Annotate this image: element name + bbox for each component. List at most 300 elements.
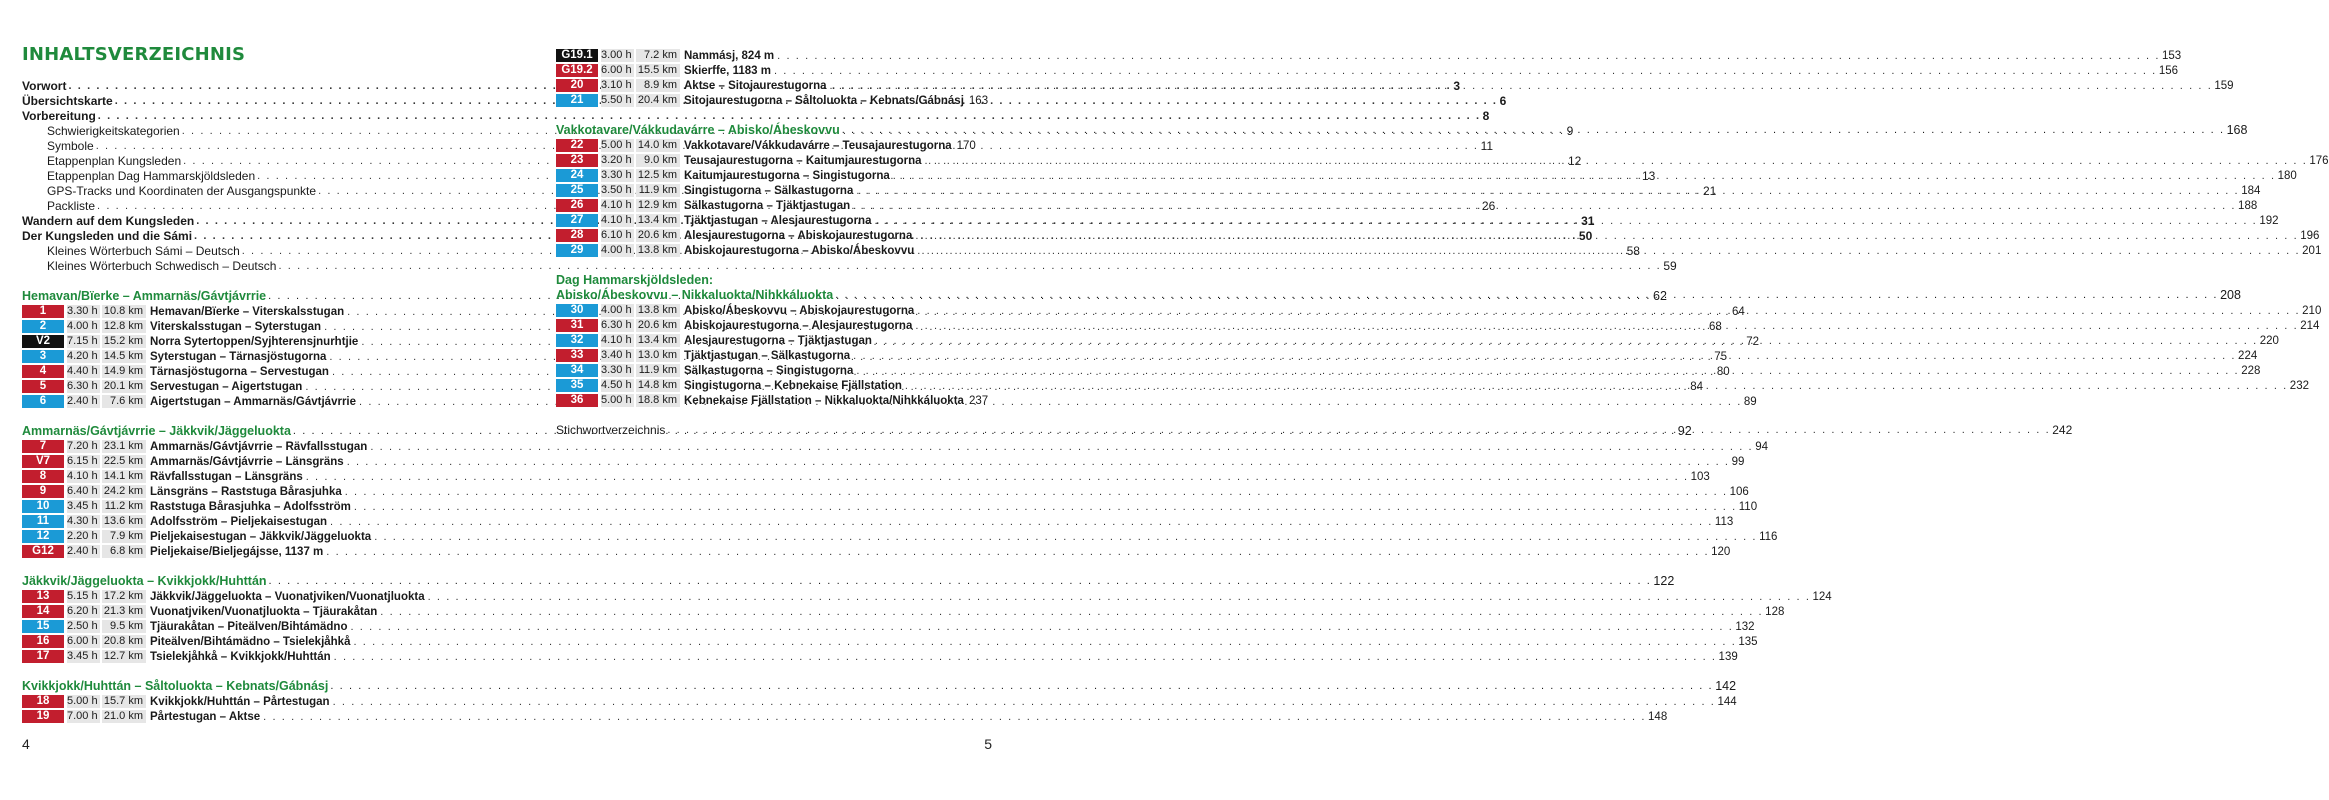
toc-section[interactable] bbox=[22, 679, 1737, 694]
stage-distance: 13.4 km bbox=[636, 214, 680, 227]
stage-duration: 4.10 h bbox=[601, 199, 634, 212]
page-reference: 84 bbox=[1690, 380, 1703, 393]
dot-leader bbox=[856, 185, 2239, 197]
stage-distance: 14.5 km bbox=[102, 350, 146, 363]
stage-duration: 5.15 h bbox=[67, 590, 100, 603]
stage-badge: 33 bbox=[556, 349, 598, 362]
stage-entry[interactable] bbox=[22, 604, 1785, 619]
stage-distance: 7.2 km bbox=[636, 49, 680, 62]
stage-badge: 23 bbox=[556, 154, 598, 167]
page-reference: 31 bbox=[1581, 214, 1595, 228]
stage-badge: 1 bbox=[22, 305, 64, 318]
stage-distance: 15.7 km bbox=[102, 695, 146, 708]
stage-distance: 22.5 km bbox=[102, 455, 146, 468]
stage-distance: 13.8 km bbox=[636, 304, 680, 317]
stage-distance: 20.6 km bbox=[636, 319, 680, 332]
stage-badge: V2 bbox=[22, 335, 64, 348]
stage-distance: 21.3 km bbox=[102, 605, 146, 618]
stage-duration: 4.50 h bbox=[601, 379, 634, 392]
page-reference: 210 bbox=[2302, 304, 2322, 317]
stage-duration: 4.00 h bbox=[67, 320, 100, 333]
stage-badge: 26 bbox=[556, 199, 598, 212]
stage-name: Tärnasjöstugorna – Servestugan bbox=[150, 365, 329, 378]
stage-duration: 4.20 h bbox=[67, 350, 100, 363]
page-reference: 124 bbox=[1812, 590, 1832, 603]
stage-badge: 11 bbox=[22, 515, 64, 528]
entry-label: Jäkkvik/Jäggeluokta – Kvikkjokk/Huhttán bbox=[22, 574, 267, 588]
stage-name: Sälkastugorna – Tjäktjastugan bbox=[684, 199, 851, 212]
stage-distance: 10.8 km bbox=[102, 305, 146, 318]
page-reference: 156 bbox=[2158, 64, 2179, 77]
dot-leader bbox=[774, 65, 2157, 77]
stage-duration: 5.50 h bbox=[601, 94, 634, 107]
page-reference: 184 bbox=[2241, 184, 2261, 197]
stage-duration: 4.30 h bbox=[67, 515, 100, 528]
stage-duration: 3.45 h bbox=[67, 500, 100, 513]
stage-name: Pieljekaisestugan – Jäkkvik/Jäggeluokta bbox=[150, 530, 372, 543]
entry-label: Symbole bbox=[47, 139, 94, 153]
stage-duration: 6.10 h bbox=[601, 229, 634, 242]
page-reference: 9 bbox=[1566, 124, 1574, 138]
stage-badge: 35 bbox=[556, 379, 598, 392]
stage-name: Nammásj, 824 m bbox=[684, 49, 775, 62]
stage-distance: 21.0 km bbox=[102, 710, 146, 723]
page-reference: 103 bbox=[1690, 470, 1710, 483]
page-reference: 237 bbox=[968, 394, 989, 407]
page-reference: 110 bbox=[1738, 500, 1758, 513]
stage-badge: 5 bbox=[22, 380, 64, 393]
page-reference: 122 bbox=[1653, 574, 1675, 588]
stage-name: Teusajaurestugorna – Kaitumjaurestugorna bbox=[684, 154, 922, 167]
stage-entry[interactable] bbox=[556, 78, 2234, 93]
spacer bbox=[556, 258, 972, 273]
dot-leader bbox=[667, 423, 2050, 438]
stage-distance: 7.6 km bbox=[102, 395, 146, 408]
page-reference: 64 bbox=[1732, 305, 1745, 318]
stage-name: Kvikkjokk/Huhttán – Pårtestugan bbox=[150, 695, 330, 708]
stage-entry[interactable] bbox=[22, 529, 1778, 544]
toc-subentry[interactable] bbox=[22, 259, 1677, 274]
stage-badge: 8 bbox=[22, 470, 64, 483]
stage-distance: 13.0 km bbox=[636, 349, 680, 362]
stage-badge: 29 bbox=[556, 244, 598, 257]
page-reference: 148 bbox=[1648, 710, 1668, 723]
section-heading bbox=[556, 273, 972, 288]
stage-duration: 6.00 h bbox=[601, 64, 634, 77]
page-reference: 192 bbox=[2259, 214, 2279, 227]
stage-duration: 3.20 h bbox=[601, 154, 634, 167]
stage-distance: 14.8 km bbox=[636, 379, 680, 392]
stage-entry[interactable] bbox=[22, 439, 1768, 454]
page-reference: 62 bbox=[1653, 289, 1667, 303]
entry-label: GPS-Tracks und Koordinaten der Ausgangspunkte bbox=[47, 184, 317, 198]
stage-entry[interactable] bbox=[22, 619, 1755, 634]
page-reference: 58 bbox=[1626, 244, 1640, 258]
page-reference: 176 bbox=[2309, 154, 2329, 167]
stage-duration: 5.00 h bbox=[601, 139, 634, 152]
stage-distance: 12.8 km bbox=[102, 320, 146, 333]
entry-label: Vorwort bbox=[22, 79, 67, 93]
stage-distance: 6.8 km bbox=[102, 545, 146, 558]
stage-name: Raststuga Bårasjuhka – Adolfsström bbox=[150, 500, 351, 513]
entry-label: Etappenplan Dag Hammarskjöldsleden bbox=[47, 169, 256, 183]
stage-duration: 6.00 h bbox=[67, 635, 100, 648]
page-reference: 80 bbox=[1716, 365, 1730, 378]
entry-label: Der Kungsleden und die Sámi bbox=[22, 229, 193, 243]
stage-name: Aigertstugan – Ammarnäs/Gávtjávrrie bbox=[150, 395, 357, 408]
entry-label: Vakkotavare/Vákkudavárre – Abisko/Ábeskovvu bbox=[556, 123, 840, 137]
stage-distance: 20.4 km bbox=[636, 94, 680, 107]
stage-name: Pårtestugan – Aktse bbox=[150, 710, 261, 723]
stage-entry[interactable] bbox=[556, 93, 989, 108]
page-reference: 208 bbox=[2220, 288, 2241, 302]
stage-distance: 8.9 km bbox=[636, 79, 680, 92]
page-reference: 159 bbox=[2214, 79, 2234, 92]
stage-badge: 34 bbox=[556, 364, 598, 377]
page-reference: 142 bbox=[1715, 679, 1737, 693]
stage-name: Vuonatjviken/Vuonatjluokta – Tjäurakåtan bbox=[150, 605, 378, 618]
stage-badge: 30 bbox=[556, 304, 598, 317]
stage-name: Kebnekaise Fjällstation – Nikkaluokta/Nihkkáluokta bbox=[684, 394, 964, 407]
stage-name: Sälkastugorna – Singistugorna bbox=[684, 364, 854, 377]
stage-duration: 2.40 h bbox=[67, 545, 100, 558]
stage-distance: 11.2 km bbox=[102, 500, 146, 513]
stage-duration: 7.00 h bbox=[67, 710, 100, 723]
stage-entry[interactable] bbox=[22, 454, 1745, 469]
stage-name: Sitojaurestugorna – Såltoluokta – Kebnats/Gábnásj bbox=[684, 94, 964, 107]
stage-name: Tjäktjastugan – Alesjaurestugorna bbox=[684, 214, 872, 227]
stage-badge: 27 bbox=[556, 214, 598, 227]
stage-duration: 6.30 h bbox=[67, 380, 100, 393]
dot-leader bbox=[905, 380, 2288, 392]
stage-name: Alesjaurestugorna – Abiskojaurestugorna bbox=[684, 229, 913, 242]
stage-badge: 28 bbox=[556, 229, 598, 242]
page-reference: 21 bbox=[1702, 184, 1717, 198]
page-reference: 163 bbox=[968, 94, 989, 107]
stage-name: Piteälven/Bihtámädno – Tsielekjåhkå bbox=[150, 635, 351, 648]
stage-badge: G19.1 bbox=[556, 49, 598, 62]
stage-entry[interactable] bbox=[22, 709, 1668, 724]
stage-duration: 3.45 h bbox=[67, 650, 100, 663]
stage-duration: 5.00 h bbox=[601, 394, 634, 407]
stage-name: Alesjaurestugorna – Tjäktjastugan bbox=[684, 334, 872, 347]
stage-duration: 4.00 h bbox=[601, 244, 634, 257]
stage-name: Abiskojaurestugorna – Abisko/Ábeskovvu bbox=[684, 244, 915, 257]
stage-name: Servestugan – Aigertstugan bbox=[150, 380, 303, 393]
page-reference: 153 bbox=[2162, 49, 2182, 62]
section-label: Dag Hammarskjöldsleden: bbox=[556, 273, 713, 287]
stage-duration: 3.30 h bbox=[601, 364, 634, 377]
stage-duration: 3.30 h bbox=[67, 305, 100, 318]
stage-duration: 5.00 h bbox=[67, 695, 100, 708]
stage-duration: 4.10 h bbox=[67, 470, 100, 483]
page-reference: 232 bbox=[2289, 379, 2309, 392]
stage-badge: 3 bbox=[22, 350, 64, 363]
stage-entry[interactable] bbox=[22, 634, 1758, 649]
stage-distance: 20.6 km bbox=[636, 229, 680, 242]
stage-distance: 13.6 km bbox=[102, 515, 146, 528]
page-reference: 92 bbox=[1677, 424, 1692, 438]
stage-duration: 6.15 h bbox=[67, 455, 100, 468]
entry-label: Abisko/Ábeskovvu – Nikkaluokta/Nihkkáluokta bbox=[556, 288, 834, 302]
stage-distance: 20.8 km bbox=[102, 635, 146, 648]
stage-entry[interactable] bbox=[22, 589, 1832, 604]
stage-duration: 2.20 h bbox=[67, 530, 100, 543]
page-reference: 12 bbox=[1568, 154, 1582, 168]
stage-name: Adolfsström – Pieljekaisestugan bbox=[150, 515, 328, 528]
stage-entry[interactable] bbox=[22, 469, 1710, 484]
stage-duration: 4.10 h bbox=[601, 214, 634, 227]
stage-distance: 12.5 km bbox=[636, 169, 680, 182]
page-reference: 106 bbox=[1729, 485, 1749, 498]
entry-label: Kleines Wörterbuch Schwedisch – Deutsch bbox=[47, 259, 277, 273]
stage-name: Abisko/Ábeskovvu – Abiskojaurestugorna bbox=[684, 304, 915, 317]
page-reference: 50 bbox=[1578, 229, 1593, 243]
page-reference: 6 bbox=[1499, 94, 1507, 108]
stage-name: Tjäktjastugan – Sälkastugorna bbox=[684, 349, 851, 362]
page-reference: 113 bbox=[1714, 515, 1734, 528]
stage-distance: 24.2 km bbox=[102, 485, 146, 498]
stage-distance: 13.4 km bbox=[636, 334, 680, 347]
dot-leader bbox=[875, 335, 2258, 347]
page-reference: 94 bbox=[1755, 440, 1768, 453]
dot-leader bbox=[893, 170, 2276, 182]
stage-name: Jäkkvik/Jäggeluokta – Vuonatjviken/Vuonatjluokta bbox=[150, 590, 425, 603]
stage-name: Singistugorna – Kebnekaise Fjällstation bbox=[684, 379, 902, 392]
stage-distance: 15.2 km bbox=[102, 335, 146, 348]
stage-distance: 18.8 km bbox=[636, 394, 680, 407]
page-reference: 72 bbox=[1746, 335, 1759, 348]
stage-distance: 9.0 km bbox=[636, 154, 680, 167]
dot-leader bbox=[853, 200, 2236, 212]
stage-badge: 10 bbox=[22, 500, 64, 513]
toc-section[interactable] bbox=[22, 574, 1675, 589]
page-reference: 170 bbox=[956, 139, 976, 152]
page-reference: 188 bbox=[2238, 199, 2258, 212]
stage-duration: 6.40 h bbox=[67, 485, 100, 498]
page-title: INHALTSVERZEICHNIS bbox=[22, 44, 246, 65]
dot-leader bbox=[856, 365, 2239, 377]
stage-distance: 17.2 km bbox=[102, 590, 146, 603]
stage-badge: G19.2 bbox=[556, 64, 598, 77]
stage-entry[interactable] bbox=[556, 48, 2182, 63]
page-reference: 128 bbox=[1765, 605, 1785, 618]
stage-name: Skierffe, 1183 m bbox=[684, 64, 771, 77]
page-reference: 59 bbox=[1663, 259, 1677, 273]
entry-label: Etappenplan Kungsleden bbox=[47, 154, 182, 168]
stage-duration: 4.10 h bbox=[601, 334, 634, 347]
entry-label: Kleines Wörterbuch Sámi – Deutsch bbox=[47, 244, 240, 258]
stage-badge: 32 bbox=[556, 334, 598, 347]
dot-leader bbox=[853, 350, 2236, 362]
stage-badge: 6 bbox=[22, 395, 64, 408]
stage-badge: 13 bbox=[22, 590, 64, 603]
stage-name: Ammarnäs/Gávtjávrrie – Rävfallsstugan bbox=[150, 440, 368, 453]
entry-label: Hemavan/Bïerke – Ammarnäs/Gávtjávrrie bbox=[22, 289, 267, 303]
stage-distance: 14.9 km bbox=[102, 365, 146, 378]
dot-leader bbox=[874, 215, 2257, 227]
stage-badge: 21 bbox=[556, 94, 598, 107]
stage-name: Rävfallsstugan – Länsgräns bbox=[150, 470, 303, 483]
spacer bbox=[22, 664, 462, 679]
page-reference: 68 bbox=[1708, 320, 1722, 333]
stage-duration: 4.00 h bbox=[601, 304, 634, 317]
stage-entry[interactable] bbox=[22, 499, 1758, 514]
stage-badge: 2 bbox=[22, 320, 64, 333]
dot-leader bbox=[917, 245, 2300, 257]
page-reference: 144 bbox=[1717, 695, 1737, 708]
stage-duration: 4.40 h bbox=[67, 365, 100, 378]
stage-badge: 36 bbox=[556, 394, 598, 407]
spacer bbox=[22, 274, 462, 289]
stage-distance: 12.9 km bbox=[636, 199, 680, 212]
stage-entry[interactable] bbox=[22, 514, 1734, 529]
dot-leader bbox=[917, 305, 2300, 317]
page-reference: 196 bbox=[2300, 229, 2320, 242]
stage-distance: 7.9 km bbox=[102, 530, 146, 543]
stage-distance: 9.5 km bbox=[102, 620, 146, 633]
page-reference: 8 bbox=[1482, 109, 1490, 123]
stage-distance: 14.1 km bbox=[102, 470, 146, 483]
stage-badge: 4 bbox=[22, 365, 64, 378]
page-reference: 214 bbox=[2300, 319, 2320, 332]
stage-name: Tsielekjåhkå – Kvikkjokk/Huhttán bbox=[150, 650, 331, 663]
stage-badge: 14 bbox=[22, 605, 64, 618]
page-reference: 13 bbox=[1642, 169, 1656, 183]
stage-distance: 13.8 km bbox=[636, 244, 680, 257]
page-reference: 168 bbox=[2226, 123, 2248, 137]
toc-chapter[interactable] bbox=[22, 109, 1490, 124]
stage-badge: G12 bbox=[22, 545, 64, 558]
dot-leader bbox=[842, 123, 2225, 138]
stage-name: Hemavan/Bïerke – Viterskalsstugan bbox=[150, 305, 345, 318]
page-reference: 75 bbox=[1714, 350, 1728, 363]
page-reference: 135 bbox=[1738, 635, 1758, 648]
entry-label: Ammarnäs/Gávtjávrrie – Jäkkvik/Jäggeluokta bbox=[22, 424, 291, 438]
stage-duration: 3.10 h bbox=[601, 79, 634, 92]
stage-name: Singistugorna – Sälkastugorna bbox=[684, 184, 854, 197]
stage-name: Norra Sytertoppen/Syjhterensjnurhtjie bbox=[150, 335, 359, 348]
stage-badge: 18 bbox=[22, 695, 64, 708]
page-reference: 201 bbox=[2302, 244, 2322, 257]
stage-duration: 3.00 h bbox=[601, 49, 634, 62]
stage-distance: 20.1 km bbox=[102, 380, 146, 393]
page-reference: 89 bbox=[1743, 395, 1757, 408]
dot-leader bbox=[925, 155, 2308, 167]
stage-badge: 24 bbox=[556, 169, 598, 182]
stage-duration: 6.30 h bbox=[601, 319, 634, 332]
stage-badge: 20 bbox=[556, 79, 598, 92]
stage-badge: V7 bbox=[22, 455, 64, 468]
stage-badge: 7 bbox=[22, 440, 64, 453]
page-reference: 139 bbox=[1718, 650, 1738, 663]
stage-entry[interactable] bbox=[556, 198, 2258, 213]
stage-name: Viterskalsstugan – Syterstugan bbox=[150, 320, 322, 333]
stage-distance: 11.9 km bbox=[636, 184, 680, 197]
stage-name: Länsgräns – Raststuga Bårasjuhka bbox=[150, 485, 342, 498]
stage-duration: 2.40 h bbox=[67, 395, 100, 408]
page-number-left: 4 bbox=[22, 736, 30, 752]
stage-entry[interactable] bbox=[556, 393, 989, 408]
dot-leader bbox=[835, 288, 2218, 303]
page-reference: 120 bbox=[1711, 545, 1731, 558]
stage-badge: 19 bbox=[22, 710, 64, 723]
stage-distance: 15.5 km bbox=[636, 64, 680, 77]
stage-distance: 11.9 km bbox=[636, 364, 680, 377]
stage-name: Abiskojaurestugorna – Alesjaurestugorna bbox=[684, 319, 913, 332]
page-reference: 116 bbox=[1759, 530, 1778, 543]
stage-badge: 12 bbox=[22, 530, 64, 543]
stage-duration: 3.40 h bbox=[601, 349, 634, 362]
page-reference: 132 bbox=[1735, 620, 1755, 633]
stage-entry[interactable] bbox=[556, 63, 2179, 78]
stage-badge: 22 bbox=[556, 139, 598, 152]
entry-label: Übersichtskarte bbox=[22, 94, 113, 108]
stage-badge: 25 bbox=[556, 184, 598, 197]
entry-label: Schwierigkeitskategorien bbox=[47, 124, 180, 138]
spacer bbox=[556, 108, 972, 123]
stage-entry[interactable] bbox=[556, 138, 976, 153]
stage-badge: 17 bbox=[22, 650, 64, 663]
page-reference: 26 bbox=[1481, 199, 1496, 213]
stage-entry[interactable] bbox=[22, 484, 1749, 499]
dot-leader bbox=[777, 50, 2160, 62]
stage-duration: 3.50 h bbox=[601, 184, 634, 197]
entry-label: Vorbereitung bbox=[22, 109, 96, 123]
stage-badge: 15 bbox=[22, 620, 64, 633]
page-reference: 99 bbox=[1731, 455, 1745, 468]
page-reference: 220 bbox=[2259, 334, 2279, 347]
stage-duration: 2.50 h bbox=[67, 620, 100, 633]
dot-leader bbox=[915, 320, 2298, 332]
stage-entry[interactable] bbox=[22, 694, 1737, 709]
stage-name: Kaitumjaurestugorna – Singistugorna bbox=[684, 169, 890, 182]
stage-badge: 31 bbox=[556, 319, 598, 332]
stage-duration: 7.20 h bbox=[67, 440, 100, 453]
stage-name: Pieljekaise/Bieljegájsse, 1137 m bbox=[150, 545, 324, 558]
stage-name: Tjäurakåtan – Piteälven/Bihtámädno bbox=[150, 620, 348, 633]
stage-distance: 12.7 km bbox=[102, 650, 146, 663]
stage-name: Syterstugan – Tärnasjöstugorna bbox=[150, 350, 327, 363]
spacer bbox=[22, 559, 462, 574]
page-reference: 242 bbox=[2052, 423, 2073, 437]
page-reference: 228 bbox=[2241, 364, 2261, 377]
dot-leader bbox=[830, 80, 2213, 92]
dot-leader bbox=[915, 230, 2298, 242]
stage-entry[interactable] bbox=[22, 649, 1738, 664]
entry-label: Wandern auf dem Kungsleden bbox=[22, 214, 195, 228]
stage-duration: 3.30 h bbox=[601, 169, 634, 182]
page-reference: 180 bbox=[2277, 169, 2297, 182]
stage-name: Aktse – Sitojaurestugorna bbox=[684, 79, 827, 92]
toc-section[interactable] bbox=[556, 123, 2248, 138]
stage-distance: 23.1 km bbox=[102, 440, 146, 453]
stage-duration: 7.15 h bbox=[67, 335, 100, 348]
entry-label: Packliste bbox=[47, 199, 96, 213]
spacer bbox=[22, 409, 462, 424]
stage-entry[interactable] bbox=[22, 544, 1731, 559]
page-number-right: 5 bbox=[984, 736, 992, 752]
stage-name: Vakkotavare/Vákkudavárre – Teusajaurestugorna bbox=[684, 139, 952, 152]
stage-badge: 9 bbox=[22, 485, 64, 498]
stage-distance: 14.0 km bbox=[636, 139, 680, 152]
spacer bbox=[556, 408, 972, 423]
stage-name: Ammarnäs/Gávtjávrrie – Länsgräns bbox=[150, 455, 344, 468]
entry-label: Stichwortverzeichnis bbox=[556, 423, 666, 437]
stage-badge: 16 bbox=[22, 635, 64, 648]
page-reference: 3 bbox=[1453, 79, 1461, 93]
stage-duration: 6.20 h bbox=[67, 605, 100, 618]
